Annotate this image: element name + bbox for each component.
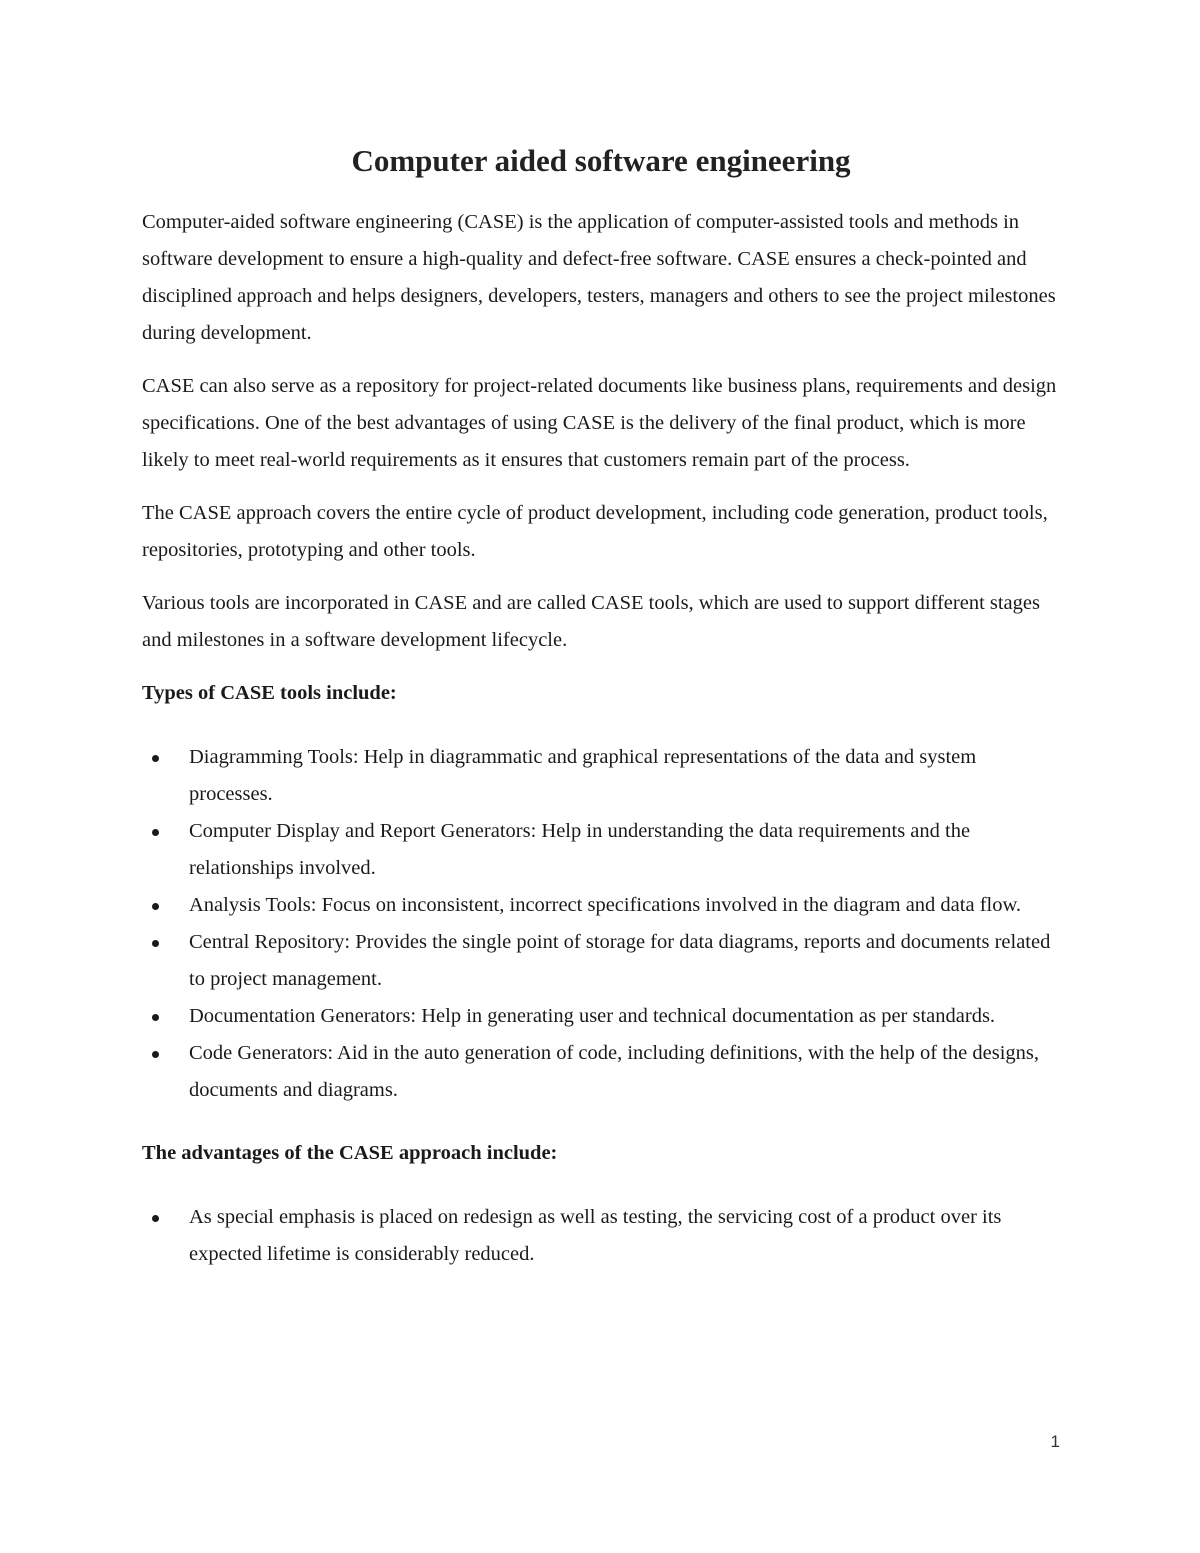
bullet-icon [152, 1014, 159, 1021]
paragraph-tools: Various tools are incorporated in CASE and are called CASE tools, which are used to support different stages and milestones in a software development lifecycle. [142, 592, 1040, 651]
bullet-icon [152, 1051, 159, 1058]
list-item [142, 998, 1060, 1035]
list-item [142, 924, 1060, 998]
paragraph-approach: The CASE approach covers the entire cycle of product development, including code generation, product tools, repositories, prototyping and other tools. [142, 502, 1048, 561]
list-item [142, 1035, 1060, 1109]
bullet-icon [152, 829, 159, 836]
list-item [142, 813, 1060, 887]
list-item [142, 1199, 1060, 1273]
list-item [142, 887, 1060, 924]
list-item [142, 739, 1060, 813]
page-number: 1 [1050, 1432, 1060, 1451]
advantages-heading: The advantages of the CASE approach include: [142, 1142, 558, 1164]
bullet-icon [152, 1215, 159, 1222]
bullet-icon [152, 755, 159, 762]
paragraph-repository: CASE can also serve as a repository for project-related documents like business plans, requirements and design specifications. One of the best advantages of using CASE is the delivery of the final product, which is more likely to meet real-world requirements as it ensures that customers remain part of the process. [142, 375, 1057, 471]
page-content [142, 138, 1060, 1299]
types-list [142, 739, 1060, 1109]
bullet-icon [152, 940, 159, 947]
types-heading: Types of CASE tools include: [142, 682, 397, 704]
list-item-text: Analysis Tools: Focus on inconsistent, incorrect specifications involved in the diagram and data flow. [189, 894, 1022, 916]
list-item-text: Code Generators: Aid in the auto generation of code, including definitions, with the help of the designs, documents and diagrams. [189, 1042, 1039, 1101]
list-item-text: Central Repository: Provides the single point of storage for data diagrams, reports and documents related to project management. [189, 931, 1051, 990]
list-item-text: Documentation Generators: Help in generating user and technical documentation as per standards. [189, 1005, 996, 1027]
document-title: Computer aided software engineering [351, 143, 851, 178]
bullet-icon [152, 903, 159, 910]
advantages-list [142, 1199, 1060, 1273]
paragraph-intro: Computer-aided software engineering (CASE) is the application of computer-assisted tools and methods in software development to ensure a high-quality and defect-free software. CASE ensures a check-pointed and disciplined approach and helps designers, developers, testers, managers and others to see the project milestones during development. [142, 211, 1056, 344]
list-item-text: As special emphasis is placed on redesign as well as testing, the servicing cost of a product over its expected lifetime is considerably reduced. [189, 1206, 1002, 1265]
list-item-text: Diagramming Tools: Help in diagrammatic and graphical representations of the data and system processes. [189, 746, 977, 805]
list-item-text: Computer Display and Report Generators: Help in understanding the data requirements and the relationships involved. [189, 820, 971, 879]
